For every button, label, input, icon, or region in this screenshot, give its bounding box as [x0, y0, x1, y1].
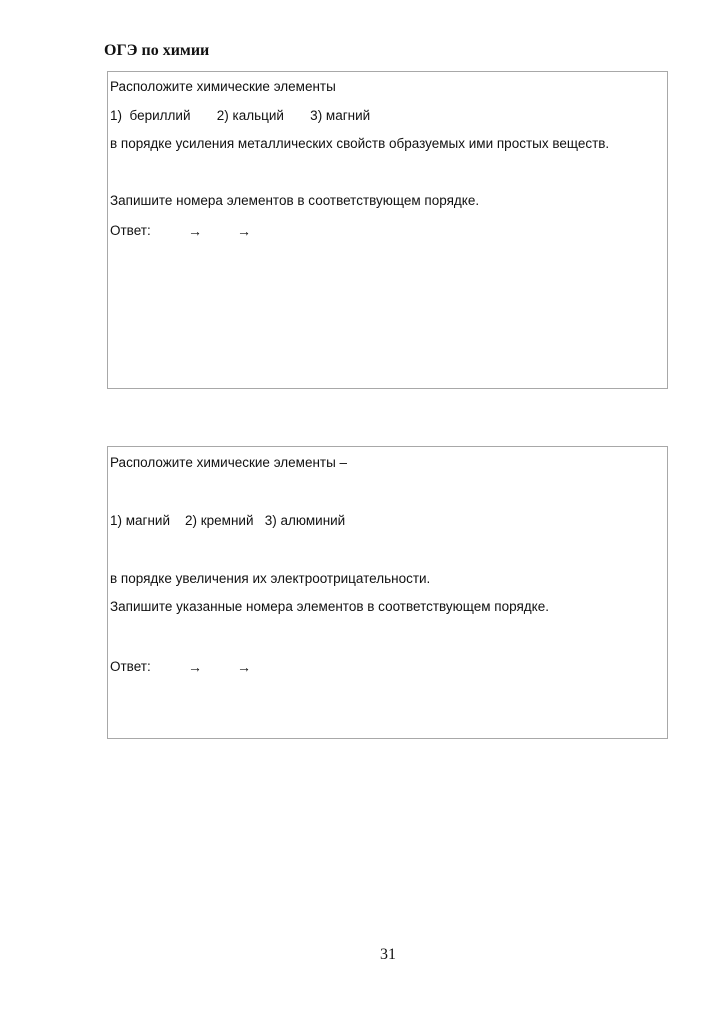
page-number: 31 [380, 946, 396, 963]
task-order-condition: в порядке усиления металлических свойств образуемых ими простых веществ. [110, 136, 610, 151]
task-intro: Расположите химические элементы – [110, 455, 348, 470]
answer-label: Ответ: [110, 659, 151, 674]
task-options: 1) магний 2) кремний 3) алюминий [110, 513, 346, 528]
task-box-1 [107, 71, 668, 389]
task-instruction: Запишите указанные номера элементов в соответствующем порядке. [110, 599, 549, 614]
task-order-condition: в порядке увеличения их электроотрицательности. [110, 571, 431, 586]
task-intro: Расположите химические элементы [110, 79, 336, 94]
answer-arrow-1: → [188, 659, 202, 675]
answer-arrow-2: → [237, 223, 251, 239]
task-box-2 [107, 446, 668, 739]
task-options: 1) бериллий 2) кальций 3) магний [110, 108, 371, 123]
task-instruction: Запишите номера элементов в соответствующем порядке. [110, 193, 480, 208]
answer-arrow-2: → [237, 659, 251, 675]
answer-label: Ответ: [110, 223, 151, 238]
page-title: ОГЭ по химии [104, 42, 210, 59]
answer-arrow-1: → [188, 223, 202, 239]
